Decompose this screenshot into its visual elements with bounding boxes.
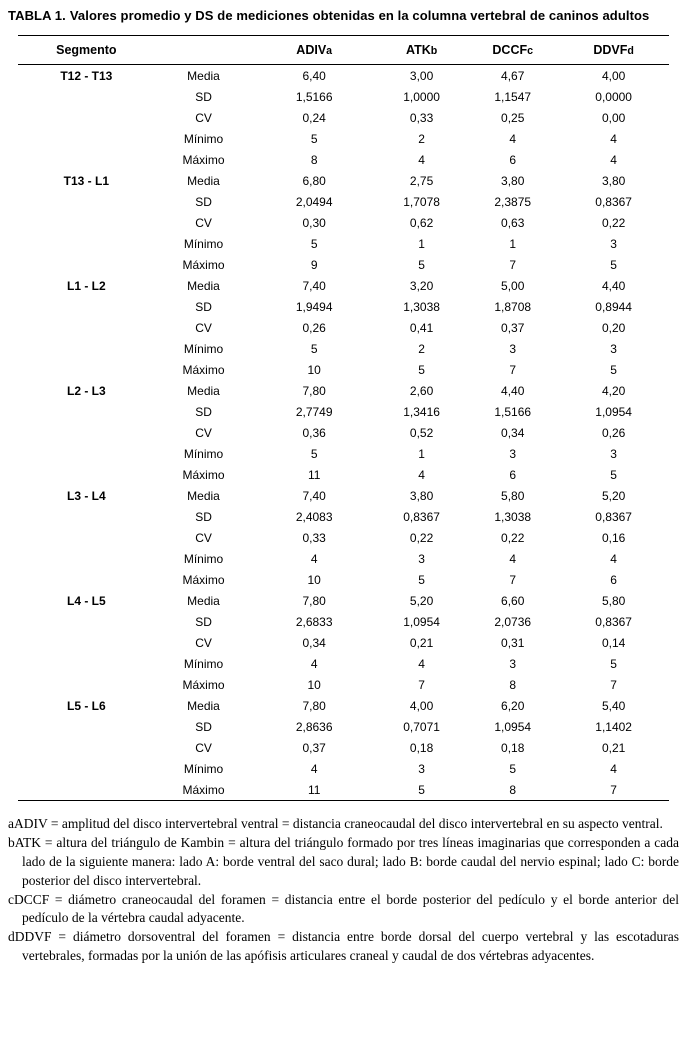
value-cell: 5 [610, 656, 617, 671]
value-cell: 5 [310, 446, 318, 461]
value-cell: 0,21 [409, 635, 434, 650]
stat-label-cell: CV [195, 215, 212, 230]
stat-label-cell: Media [187, 278, 220, 293]
segment-cell [18, 422, 155, 443]
stat-label-cell: SD [195, 194, 212, 209]
value-cell: 2,75 [409, 173, 434, 188]
table-row [18, 107, 669, 128]
value-cell: 1,0954 [494, 719, 532, 734]
value-cell: 11 [307, 782, 321, 797]
stat-label-cell: Mínimo [183, 236, 224, 251]
value-cell: 0,22 [501, 530, 525, 545]
segment-cell [18, 254, 155, 275]
value-cell: 0,21 [601, 740, 626, 755]
footnote-marker: a [8, 816, 14, 831]
column-header-label: DDVF [593, 43, 628, 57]
value-cell: 4 [610, 551, 617, 566]
value-cell: 2,0494 [295, 194, 333, 209]
segment-cell: L4 - L5 [67, 593, 106, 608]
value-cell: 4,20 [601, 383, 626, 398]
segment-column-header: Segmento [18, 36, 155, 65]
value-cell: 2 [418, 131, 425, 146]
value-cell: 0,22 [601, 215, 626, 230]
value-cell: 10 [307, 572, 321, 587]
table-row [18, 506, 669, 527]
stat-label-cell: Mínimo [183, 761, 224, 776]
value-cell: 5,20 [409, 593, 434, 608]
value-cell: 1 [418, 446, 425, 461]
segment-cell [18, 464, 155, 485]
footnote-marker: c [8, 891, 14, 907]
segment-cell [18, 443, 155, 464]
table-row [18, 527, 669, 548]
table-title [8, 8, 679, 23]
value-cell: 7,40 [302, 488, 326, 503]
value-cell: 5 [418, 362, 425, 377]
value-cell: 5 [310, 341, 318, 356]
column-header-label: ATK [405, 43, 431, 57]
table-header-row [18, 36, 669, 65]
value-cell: 1,7078 [403, 194, 440, 209]
stat-label-cell: Media [187, 488, 220, 503]
value-cell: 3,80 [409, 488, 434, 503]
stat-label-cell: SD [195, 509, 212, 524]
value-cell: 6,60 [501, 593, 525, 608]
table-row [18, 254, 669, 275]
value-cell: 4,40 [601, 278, 626, 293]
stat-label-cell: CV [195, 110, 212, 125]
stat-label-cell: SD [195, 614, 212, 629]
stat-label-cell: Máximo [182, 152, 225, 167]
value-cell: 5 [610, 257, 617, 272]
value-cell: 1,0954 [595, 404, 632, 419]
stat-label-cell: Mínimo [183, 656, 224, 671]
value-cell: 0,14 [601, 635, 626, 650]
table-row [18, 422, 669, 443]
segment-cell [18, 611, 155, 632]
table-body [18, 65, 669, 801]
value-cell: 0,24 [302, 110, 326, 125]
table-row [18, 128, 669, 149]
value-cell: 3 [509, 341, 517, 356]
value-cell: 0,31 [501, 635, 525, 650]
column-header [376, 36, 467, 65]
value-cell: 5,80 [501, 488, 525, 503]
stat-label-cell: Mínimo [183, 446, 224, 461]
stat-label-cell: CV [195, 635, 212, 650]
value-cell: 3 [509, 446, 517, 461]
segment-cell [18, 737, 155, 758]
value-cell: 0,8367 [595, 194, 632, 209]
column-header [467, 36, 558, 65]
value-cell: 4,00 [409, 698, 434, 713]
table-row [18, 464, 669, 485]
paper-table-page [8, 8, 679, 966]
segment-cell [18, 107, 155, 128]
column-header [252, 36, 376, 65]
table-row [18, 86, 669, 107]
segment-cell [18, 758, 155, 779]
segment-cell [18, 653, 155, 674]
segment-cell: L2 - L3 [67, 383, 106, 398]
segment-cell [18, 359, 155, 380]
stat-label-cell: Media [187, 593, 220, 608]
measurements-table [18, 35, 669, 801]
value-cell: 6,80 [302, 173, 326, 188]
value-cell: 0,8944 [595, 299, 632, 314]
table-row [18, 317, 669, 338]
value-cell: 5 [418, 572, 425, 587]
stat-label-cell: SD [195, 719, 212, 734]
value-cell: 8 [509, 782, 517, 797]
stat-label-cell: CV [195, 425, 212, 440]
footnote: dDDVF = diámetro dorsoventral del foramen = distancia entre borde dorsal del cuerpo vertebral y las escotaduras vertebrales, formadas por la unión de las apófisis articulares craneal y caudal de dos vértebras adyacentes. [8, 929, 679, 964]
segment-cell [18, 569, 155, 590]
value-cell: 1,0954 [403, 614, 440, 629]
footnote-marker: d [8, 929, 15, 945]
value-cell: 5 [610, 362, 617, 377]
table-header [18, 36, 669, 65]
value-cell: 0,7071 [403, 719, 440, 734]
table-row [18, 548, 669, 569]
value-cell: 7 [418, 677, 425, 692]
table-row [18, 296, 669, 317]
value-cell: 7,80 [302, 698, 326, 713]
segment-cell [18, 779, 155, 801]
value-cell: 0,20 [601, 320, 626, 335]
stat-label-cell: SD [195, 89, 212, 104]
stat-label-cell: Mínimo [183, 551, 224, 566]
value-cell: 4 [509, 131, 517, 146]
segment-cell [18, 632, 155, 653]
value-cell: 1,1547 [494, 89, 532, 104]
value-cell: 1,3038 [403, 299, 440, 314]
value-cell: 6,40 [302, 68, 326, 83]
table-row [18, 569, 669, 590]
table-row [18, 590, 669, 611]
value-cell: 0,41 [409, 320, 434, 335]
value-cell: 0,8367 [595, 614, 632, 629]
value-cell: 0,8367 [403, 509, 440, 524]
value-cell: 0,37 [302, 740, 326, 755]
footnotes [8, 815, 679, 966]
table-row [18, 275, 669, 296]
value-cell: 3,20 [409, 278, 434, 293]
value-cell: 5,20 [601, 488, 626, 503]
table-row [18, 401, 669, 422]
value-cell: 3,80 [501, 173, 525, 188]
value-cell: 7,40 [302, 278, 326, 293]
value-cell: 9 [310, 257, 318, 272]
value-cell: 6 [610, 572, 617, 587]
table-title-text: Valores promedio y DS de mediciones obtenidas en la columna vertebral de caninos adultos [69, 8, 650, 23]
value-cell: 3,00 [409, 68, 434, 83]
stat-label-cell: SD [195, 404, 212, 419]
value-cell: 7,80 [302, 383, 326, 398]
table-row [18, 359, 669, 380]
value-cell: 0,26 [601, 425, 626, 440]
value-cell: 6,20 [501, 698, 525, 713]
value-cell: 4 [418, 467, 425, 482]
stat-label-cell: Máximo [182, 362, 225, 377]
segment-cell [18, 128, 155, 149]
value-cell: 2,7749 [295, 404, 333, 419]
segment-cell [18, 191, 155, 212]
table-row [18, 338, 669, 359]
column-header [558, 36, 669, 65]
value-cell: 2 [418, 341, 425, 356]
value-cell: 0,26 [302, 320, 326, 335]
value-cell: 7 [509, 362, 517, 377]
column-header-label: ADIV [296, 43, 327, 57]
table-row [18, 191, 669, 212]
value-cell: 2,60 [409, 383, 434, 398]
segment-cell [18, 317, 155, 338]
value-cell: 4 [610, 131, 617, 146]
segment-cell: L3 - L4 [67, 488, 106, 503]
value-cell: 0,25 [501, 110, 525, 125]
value-cell: 4,00 [601, 68, 626, 83]
segment-cell [18, 233, 155, 254]
value-cell: 0,62 [409, 215, 434, 230]
value-cell: 1 [509, 236, 517, 251]
segment-cell: T12 - T13 [60, 68, 113, 83]
stat-label-cell: CV [195, 320, 212, 335]
value-cell: 4 [418, 152, 425, 167]
stat-label-cell: Máximo [182, 257, 225, 272]
value-cell: 4 [310, 551, 318, 566]
value-cell: 10 [307, 362, 321, 377]
stat-label-cell: Máximo [182, 467, 225, 482]
value-cell: 0,34 [501, 425, 525, 440]
segment-cell [18, 548, 155, 569]
table-row [18, 212, 669, 233]
value-cell: 5 [418, 257, 425, 272]
value-cell: 3 [610, 341, 617, 356]
value-cell: 4,67 [501, 68, 525, 83]
stat-label-cell: Media [187, 383, 220, 398]
stat-label-cell: Máximo [182, 677, 225, 692]
value-cell: 5 [509, 761, 517, 776]
value-cell: 7 [509, 257, 517, 272]
value-cell: 3 [509, 656, 517, 671]
footnote: cDCCF = diámetro craneocaudal del foramen = distancia entre el borde posterior del pedículo y el borde anterior del pedículo de la vértebra caudal adyacente. [8, 891, 679, 926]
value-cell: 0,18 [409, 740, 434, 755]
stat-label-cell: Mínimo [183, 341, 224, 356]
segment-cell: T13 - L1 [63, 173, 110, 188]
value-cell: 0,8367 [595, 509, 632, 524]
value-cell: 6 [509, 467, 517, 482]
value-cell: 6 [509, 152, 517, 167]
value-cell: 0,37 [501, 320, 525, 335]
footnote: bATK = altura del triángulo de Kambin = altura del triángulo formado por tres líneas imaginarias que corresponden a cada lado de la siguiente manera: lado A: borde ventral del saco dural; lado B: borde caudal del nervio espinal; lado C: borde posterior del disco intervertebral. [8, 834, 679, 888]
value-cell: 4 [310, 656, 318, 671]
table-row [18, 149, 669, 170]
value-cell: 2,6833 [295, 614, 333, 629]
value-cell: 3 [610, 236, 617, 251]
stat-label-cell: Mínimo [183, 131, 224, 146]
stat-label-cell: CV [195, 740, 212, 755]
value-cell: 0,30 [302, 215, 326, 230]
value-cell: 1 [418, 236, 425, 251]
value-cell: 2,4083 [295, 509, 333, 524]
value-cell: 1,5166 [494, 404, 532, 419]
table-row [18, 65, 669, 87]
value-cell: 0,00 [601, 110, 626, 125]
value-cell: 1,9494 [295, 299, 333, 314]
stat-column-header [155, 36, 253, 65]
segment-cell [18, 401, 155, 422]
value-cell: 0,16 [601, 530, 626, 545]
stat-label-cell: CV [195, 530, 212, 545]
table-row [18, 758, 669, 779]
table-row [18, 632, 669, 653]
value-cell: 0,22 [409, 530, 434, 545]
value-cell: 7 [509, 572, 517, 587]
value-cell: 4 [610, 152, 617, 167]
table-title-label: TABLA 1. [8, 8, 66, 23]
value-cell: 7 [610, 782, 617, 797]
value-cell: 5 [310, 236, 318, 251]
value-cell: 3 [610, 446, 617, 461]
table-row [18, 674, 669, 695]
value-cell: 3 [418, 551, 425, 566]
column-header-marker: a [326, 45, 333, 57]
segment-cell: L5 - L6 [67, 698, 106, 713]
segment-cell [18, 212, 155, 233]
value-cell: 1,3416 [403, 404, 440, 419]
value-cell: 5,00 [501, 278, 525, 293]
value-cell: 2,0736 [494, 614, 532, 629]
value-cell: 3 [418, 761, 425, 776]
value-cell: 7 [610, 677, 617, 692]
segment-cell [18, 506, 155, 527]
value-cell: 0,52 [409, 425, 434, 440]
stat-label-cell: SD [195, 299, 212, 314]
table-row [18, 233, 669, 254]
segment-cell [18, 716, 155, 737]
value-cell: 1,3038 [494, 509, 532, 524]
value-cell: 11 [307, 467, 321, 482]
value-cell: 1,1402 [595, 719, 632, 734]
value-cell: 0,33 [302, 530, 326, 545]
table-row [18, 611, 669, 632]
segment-cell [18, 296, 155, 317]
value-cell: 5 [610, 467, 617, 482]
stat-label-cell: Máximo [182, 782, 225, 797]
value-cell: 0,34 [302, 635, 326, 650]
table-row [18, 653, 669, 674]
footnote: aADIV = amplitud del disco intervertebral ventral = distancia craneocaudal del disco intervertebral en su aspecto ventral. [8, 816, 663, 831]
value-cell: 0,63 [501, 215, 525, 230]
value-cell: 3,80 [601, 173, 626, 188]
segment-cell [18, 527, 155, 548]
value-cell: 5,80 [601, 593, 626, 608]
stat-label-cell: Media [187, 173, 220, 188]
table-row [18, 170, 669, 191]
value-cell: 4 [310, 761, 318, 776]
value-cell: 10 [307, 677, 321, 692]
table-row [18, 695, 669, 716]
table-row [18, 380, 669, 401]
value-cell: 4 [610, 761, 617, 776]
value-cell: 8 [310, 152, 318, 167]
value-cell: 2,8636 [295, 719, 333, 734]
table-row [18, 779, 669, 801]
value-cell: 1,5166 [295, 89, 333, 104]
table-row [18, 737, 669, 758]
value-cell: 4,40 [501, 383, 525, 398]
column-header-marker: b [430, 45, 438, 57]
stat-label-cell: Media [187, 698, 220, 713]
table-row [18, 716, 669, 737]
value-cell: 5 [310, 131, 318, 146]
stat-label-cell: Máximo [182, 572, 225, 587]
value-cell: 0,0000 [595, 89, 632, 104]
value-cell: 0,18 [501, 740, 525, 755]
value-cell: 7,80 [302, 593, 326, 608]
segment-cell [18, 674, 155, 695]
value-cell: 0,36 [302, 425, 326, 440]
value-cell: 5 [418, 782, 425, 797]
column-header-marker: c [527, 45, 534, 57]
table-row [18, 485, 669, 506]
value-cell: 8 [509, 677, 517, 692]
footnote-marker: b [8, 834, 15, 850]
segment-cell [18, 338, 155, 359]
value-cell: 2,3875 [494, 194, 532, 209]
table-row [18, 443, 669, 464]
stat-label-cell: Media [187, 68, 220, 83]
value-cell: 1,8708 [494, 299, 532, 314]
segment-cell [18, 86, 155, 107]
value-cell: 4 [509, 551, 517, 566]
column-header-label: DCCF [492, 43, 528, 57]
column-header-marker: d [627, 45, 634, 57]
value-cell: 5,40 [601, 698, 626, 713]
value-cell: 4 [418, 656, 425, 671]
segment-cell: L1 - L2 [67, 278, 106, 293]
value-cell: 0,33 [409, 110, 434, 125]
value-cell: 1,0000 [403, 89, 440, 104]
segment-cell [18, 149, 155, 170]
